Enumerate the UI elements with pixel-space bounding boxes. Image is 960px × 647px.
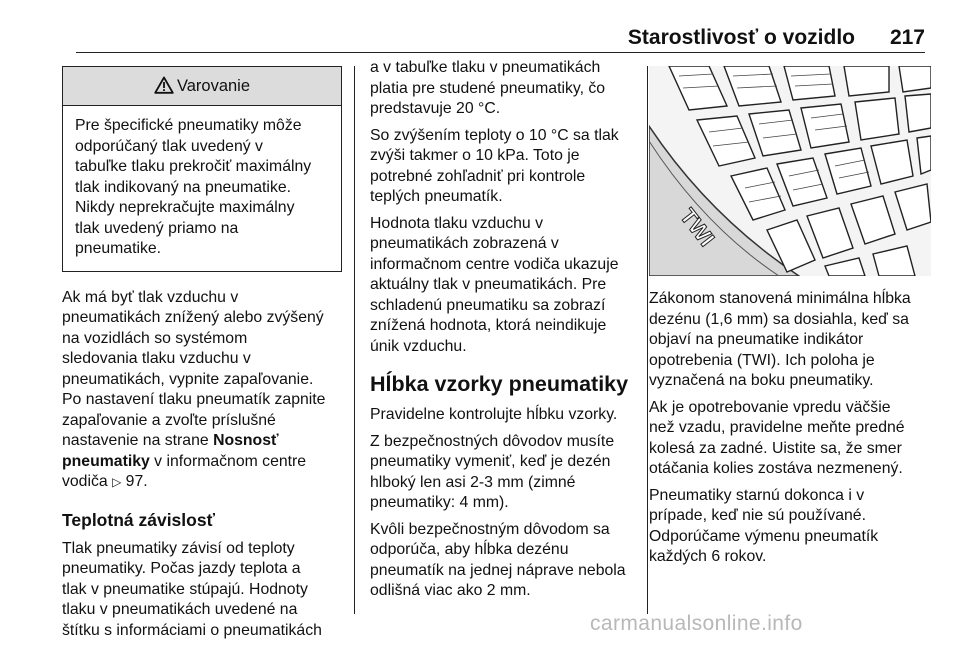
paragraph-tire-pressure-monitoring: Ak má byť tlak vzduchu v pneumatikách znížený alebo zvýšený na vozidlách so systémom sledovania tlaku vzduchu v pneumatikách, vypnite zapaľovanie. Po nastavení tlaku pneumatík zapnite zapaľovanie a zvoľte príslušné nastavenie na strane Nosnosť pneumatiky v informačnom centre vodiča ▷ 97. [62,288,326,490]
page-reference: 97. [121,473,148,490]
header-title: Starostlivosť o vozidlo [627,26,855,49]
page-number: 217 [889,26,925,49]
page-reference-arrow-icon: ▷ [112,475,122,489]
paragraph-twi: Zákonom stanovená minimálna hĺbka dezénu (1,6 mm) sa dosiahla, keď sa objaví na pneumatike indikátor opotrebenia (TWI). Ich poloha je vyznačená na boku pneumatiky. [649,290,911,389]
paragraph-displayed-pressure: Hodnota tlaku vzduchu v pneumatikách zobrazená v informačnom centre vodiča ukazuje aktuálny tlak v pneumatikách. Pre schladenú pneumatiku sa zobrazí znížená hodnota, ktorá neindikuje únik vzduchu. [370,214,619,355]
heading-tread-depth: Hĺbka vzorky pneumatiky [370,372,629,396]
paragraph-wheel-rotation: Ak je opotrebovanie vpredu väčšie než vzadu, pravidelne meňte predné kolesá za zadné. Uistite sa, že smer otáčania kolies zostáva nezmenený. [649,398,905,477]
warning-body [63,106,341,271]
bold-term: Nosnosť [213,432,279,449]
column-2 [370,58,638,608]
warning-box [62,66,342,272]
paragraph-temperature-increase: So zvýšením teploty o 10 °C sa tlak zvýši takmer o 10 kPa. Toto je potrebné zohľadniť pri kontrole teplých pneumatík. [370,126,619,205]
paragraph-tire-aging: Pneumatiky starnú dokonca i v prípade, keď nie sú používané. Odporúčame výmenu pneumatík každých 6 rokov. [649,486,879,565]
tire-tread-figure [649,66,931,276]
paragraph-check-tread: Pravidelne kontrolujte hĺbku vzorky. [370,406,618,423]
twi-label: TWI [675,203,720,251]
bold-term: pneumatiky [62,452,150,470]
column-divider-2 [647,66,648,614]
paragraph-replace-tires: Z bezpečnostných dôvodov musíte pneumatiky vymeniť, keď je dezén hlboký len asi 2-3 mm (zimné pneumatiky: 4 mm). [370,432,615,511]
column-3 [649,66,931,574]
column-1 [62,66,342,647]
tire-tread-illustration [649,66,931,276]
column-divider-1 [354,66,355,614]
warning-triangle-icon [154,76,174,94]
warning-title: Varovanie [176,76,251,95]
paragraph-temperature: Tlak pneumatiky závisí od teploty pneumatiky. Počas jazdy teplota a tlak v pneumatike stúpajú. Hodnoty tlaku v pneumatikách uvedené na štítku s informáciami o pneumatikách [62,539,322,639]
warning-header [63,67,341,106]
page-header [76,22,925,53]
watermark: carmanualsonline.info [590,612,803,635]
warning-text: Pre špecifické pneumatiky môže odporúčaný tlak uvedený v tabuľke tlaku prekročiť maximálny tlak indikovaný na pneumatike. Nikdy neprekračujte maximálny tlak uvedený priamo na pneumatike. [75,117,312,257]
paragraph-cold-tires: a v tabuľke tlaku v pneumatikách platia pre studené pneumatiky, čo predstavuje 20 °C. [370,59,606,117]
paragraph-axle-difference: Kvôli bezpečnostným dôvodom sa odporúča, aby hĺbka dezénu pneumatík na jednej náprave nebola odlišná viac ako 2 mm. [370,520,626,599]
section-title-temperature: Teplotná závislosť [62,509,215,530]
